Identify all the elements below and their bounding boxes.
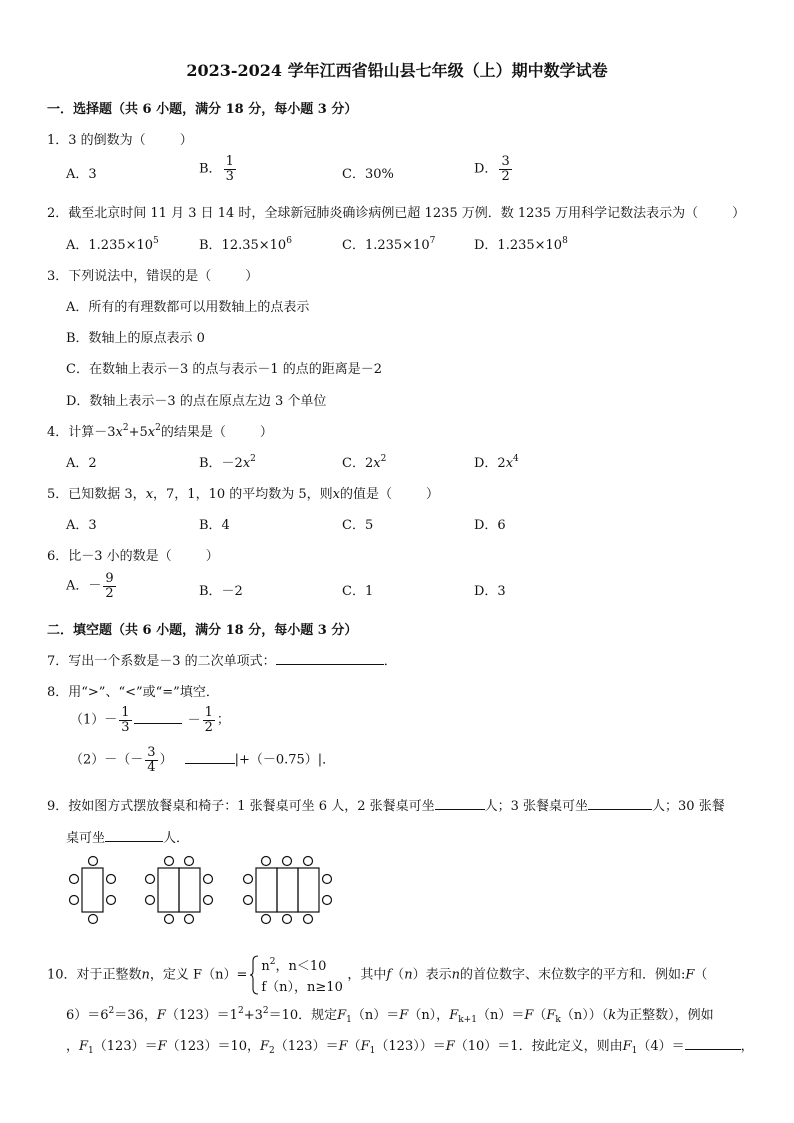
- q2-option-d: D．$1.235\times 10^8$: [474, 236, 568, 253]
- q3-option-b: B．数轴上的原点表示 0: [66, 331, 205, 346]
- chair-circle: [185, 857, 194, 866]
- question-stem: 2．截至北京时间 11 月 3 日 14 时，全球新冠肺炎确诊病例已超 1235 万例．数 1235 万用科学记数法表示为（: [47, 206, 699, 221]
- question-6: 6．比－3 小的数是（ ）: [47, 549, 219, 564]
- question-10-line-3: ，$F_1(123)=F(123)=10$，$F_2(123)=F(F_1(123))=F(10)=1$．按此定义，则由$F_1(4)=$ ，: [66, 1039, 754, 1056]
- chair-circle: [262, 915, 271, 924]
- q8-sub-1: （1）－ $\frac{1}{3}$ － $\frac{1}{2}$ ；: [70, 705, 230, 735]
- answer-blank[interactable]: [134, 711, 182, 724]
- q1-option-c: C．30%: [342, 167, 394, 182]
- q3-option-a: A．所有的有理数都可以用数轴上的点表示: [66, 300, 310, 315]
- question-8: 8．用“>”、“<”或“=”填空．: [47, 685, 219, 700]
- table-rect: [158, 868, 179, 912]
- chair-circle: [185, 915, 194, 924]
- tables-chairs-figure: [68, 855, 348, 927]
- chair-circle: [304, 857, 313, 866]
- question-7: 7．写出一个系数是－3 的二次单项式： ．: [47, 654, 397, 669]
- chair-circle: [323, 896, 332, 905]
- paren-close: ）: [179, 133, 193, 148]
- answer-blank[interactable]: [185, 751, 235, 764]
- q4-option-d: D．$2x^4$: [474, 454, 519, 471]
- q5-option-a: A．3: [66, 518, 97, 533]
- chair-circle: [89, 915, 98, 924]
- q6-option-b: B．－2: [199, 584, 243, 599]
- q6-option-a: A．－ $\frac{9}{2}$: [66, 571, 114, 601]
- q5-option-c: C．5: [342, 518, 374, 533]
- q4-option-a: A．2: [66, 456, 97, 471]
- question-9-cont: 桌可坐 人．: [66, 831, 190, 846]
- chair-circle: [204, 896, 213, 905]
- question-2: 2．截至北京时间 11 月 3 日 14 时，全球新冠肺炎确诊病例已超 1235 万例．数 1235 万用科学记数法表示为（ ）: [47, 206, 746, 221]
- answer-blank[interactable]: [105, 829, 163, 842]
- q3-option-d: D．数轴上表示－3 的点在原点左边 3 个单位: [66, 394, 327, 409]
- one-table-arrangement: [70, 857, 116, 924]
- q1-option-d: D． $\frac{3}{2}$: [474, 154, 510, 184]
- chair-circle: [70, 875, 79, 884]
- chair-circle: [107, 875, 116, 884]
- page-title: 2023-2024 学年江西省铅山县七年级（上）期中数学试卷: [186, 61, 608, 80]
- three-tables-arrangement: [244, 857, 332, 924]
- fraction: $\frac{1}{3}$: [121, 705, 130, 735]
- piecewise-case-1: $n^2$，n＜10: [261, 957, 327, 974]
- q8-sub-2: （2）－（－ $\frac{3}{4}$ ） |+（－0.75）|．: [70, 745, 336, 775]
- section-heading-fill: 二．填空题（共 6 小题，满分 18 分，每小题 3 分）: [47, 623, 358, 638]
- table-rect: [298, 868, 319, 912]
- left-brace-icon: [249, 955, 259, 995]
- chair-circle: [204, 875, 213, 884]
- table-rect: [179, 868, 200, 912]
- chair-circle: [283, 915, 292, 924]
- table-rect: [256, 868, 277, 912]
- q4-option-c: C．$2x^2$: [342, 454, 387, 471]
- question-10-line-2: $6)=6^2=36$，$F(123)=1^2+3^2=10$．规定$F_1(n)=F(n)$，$F_{k+1}(n)=F(F_k(n))(k$为正整数），例如: [66, 1006, 714, 1025]
- q2-option-a: A．$1.235\times 10^5$: [66, 236, 159, 253]
- answer-blank[interactable]: [588, 797, 652, 810]
- chair-circle: [262, 857, 271, 866]
- fraction: $\frac{1}{3}$: [225, 154, 234, 184]
- chair-circle: [89, 857, 98, 866]
- chair-circle: [244, 896, 253, 905]
- chair-circle: [244, 875, 253, 884]
- fraction: $\frac{9}{2}$: [105, 571, 114, 601]
- table-rect: [82, 868, 103, 912]
- fraction: $\frac{1}{2}$: [204, 705, 213, 735]
- question-1: [47, 129, 193, 148]
- q5-option-d: D．6: [474, 518, 506, 533]
- chair-circle: [304, 915, 313, 924]
- piecewise-case-2: f（n），n≥10: [261, 980, 343, 995]
- table-rect: [277, 868, 298, 912]
- answer-blank[interactable]: [276, 652, 384, 665]
- chair-circle: [165, 857, 174, 866]
- q6-option-c: C．1: [342, 584, 374, 599]
- question-3: 3．下列说法中，错误的是（ ）: [47, 269, 259, 284]
- chair-circle: [165, 915, 174, 924]
- answer-blank[interactable]: [435, 797, 485, 810]
- q2-option-c: C．$1.235\times 10^7$: [342, 236, 436, 253]
- chair-circle: [146, 896, 155, 905]
- q4-option-b: B．$-2x^2$: [199, 454, 256, 471]
- chair-circle: [70, 896, 79, 905]
- section-heading-choice: 一．选择题（共 6 小题，满分 18 分，每小题 3 分）: [47, 102, 358, 117]
- two-tables-arrangement: [146, 857, 213, 924]
- chair-circle: [283, 857, 292, 866]
- piecewise-definition: [249, 955, 345, 995]
- question-4: 4．计算$-3x^2+5x^2$的结果是（ ）: [47, 423, 273, 440]
- fraction: $\frac{3}{4}$: [147, 745, 156, 775]
- q5-option-b: B．4: [199, 518, 230, 533]
- question-stem: 1．3 的倒数为（: [47, 133, 146, 148]
- question-5: 5．已知数据 3，x，7，1，10 的平均数为 5，则x的值是（ ）: [47, 487, 440, 502]
- chair-circle: [107, 896, 116, 905]
- question-9: 9．按如图方式摆放餐桌和椅子：1 张餐桌可坐 6 人，2 张餐桌可坐 人；3 张餐桌可坐 人；30 张餐: [47, 799, 725, 814]
- question-10: 10．对于正整数n，定义 F（n）= $n^2$，n＜10 f（n），n≥10 ，其中f（n）表示n的首位数字、末位数字的平方和．例如:F（: [47, 957, 708, 995]
- q2-option-b: B．$12.35\times 10^6$: [199, 236, 292, 253]
- answer-blank[interactable]: [685, 1037, 741, 1050]
- chair-circle: [146, 875, 155, 884]
- q6-option-d: D．3: [474, 584, 506, 599]
- q1-option-a: A．3: [66, 167, 97, 182]
- q1-option-b: B． $\frac{1}{3}$: [199, 154, 234, 184]
- q3-option-c: C．在数轴上表示－3 的点与表示－1 的点的距离是－2: [66, 362, 383, 377]
- chair-circle: [323, 875, 332, 884]
- fraction: $\frac{3}{2}$: [501, 154, 510, 184]
